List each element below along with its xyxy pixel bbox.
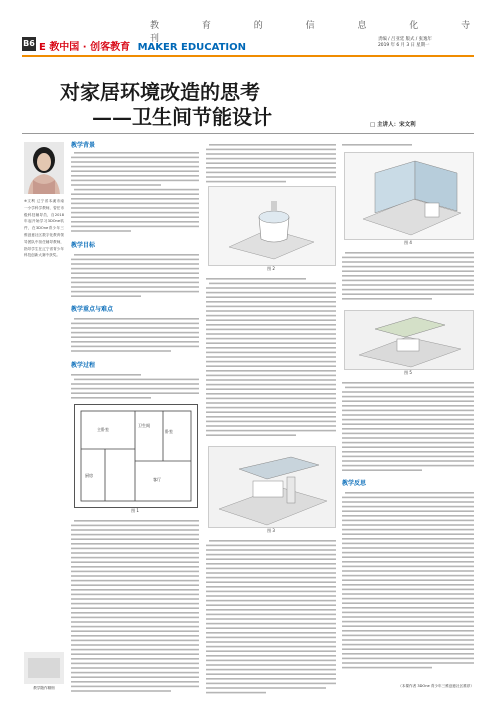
editor-line-1: 责编 / 吕亚廷 版式 / 张逸年 [378, 37, 432, 42]
figure-2-caption: 图 2 [267, 266, 275, 271]
figure-2-image [208, 186, 336, 266]
title-rule [22, 133, 474, 134]
room-label: 厨房 [85, 473, 93, 478]
author-photo [24, 142, 64, 194]
header-motto: 教 育 的 信 息 化 寺 刊 [150, 21, 491, 44]
figure-3-caption: 图 3 [267, 528, 275, 533]
figure-4-caption: 图 4 [404, 240, 412, 245]
column-3-text-lines-2 [342, 250, 474, 308]
section-heading: 教学背景 [71, 142, 96, 149]
column-3-text-lines-4 [342, 490, 474, 678]
author-bio: ※文利 辽宁省本溪市南一小学科学教师，曾任市级科技辅导员，自2018年起开始学习3DOne软件，在3DOne青少年三维创意社区数字化教育领导团队中担任辅导教师，指导学生在辽宁省青少年科技创新大赛中获奖。 [24, 199, 64, 258]
section-heading: 教学目标 [71, 242, 96, 249]
room-label: 卧室 [165, 429, 173, 434]
room-label: 卫生间 [138, 423, 150, 428]
header-rule [22, 55, 474, 57]
section-heading: 教学重点与难点 [71, 306, 114, 313]
brand-en: MAKER EDUCATION [137, 42, 246, 53]
figure-5-image [344, 310, 474, 370]
brand-cn: E 教中国 · 创客教育 [39, 42, 131, 53]
speaker-label: □ 主讲人：宋文利 [370, 122, 416, 128]
room-label: 客厅 [153, 477, 161, 482]
column-2-text-lines-3 [206, 538, 336, 698]
editor-line-2: 2019 年 6 月 3 日 星期一 [378, 43, 430, 48]
editor-info [378, 37, 432, 49]
figure-3-image [208, 446, 336, 528]
figure-1-floor-plan [74, 404, 198, 508]
section-heading: 教学反思 [342, 480, 367, 487]
article-title-line1: 对家居环境改造的思考 [60, 80, 260, 104]
author-caption: 教学随作精细 [33, 686, 55, 690]
section-heading: 教学过程 [71, 362, 96, 369]
footer-note: （本课作者 3DOne 青少年三维创意社区推荐） [398, 684, 474, 688]
section-brand [39, 38, 246, 53]
room-label: 主卧室 [97, 427, 109, 432]
figure-1-caption: 图 1 [131, 508, 139, 513]
figure-4-image [344, 152, 474, 240]
column-2-text-lines-2 [206, 276, 336, 444]
column-1-text-lines-2 [71, 518, 199, 698]
column-3-text-lines-3 [342, 380, 474, 478]
teaching-photo [24, 652, 64, 684]
page-number: B6 [22, 37, 36, 51]
article-title-line2: ——卫生间节能设计 [92, 105, 272, 129]
figure-5-caption: 图 5 [404, 370, 412, 375]
